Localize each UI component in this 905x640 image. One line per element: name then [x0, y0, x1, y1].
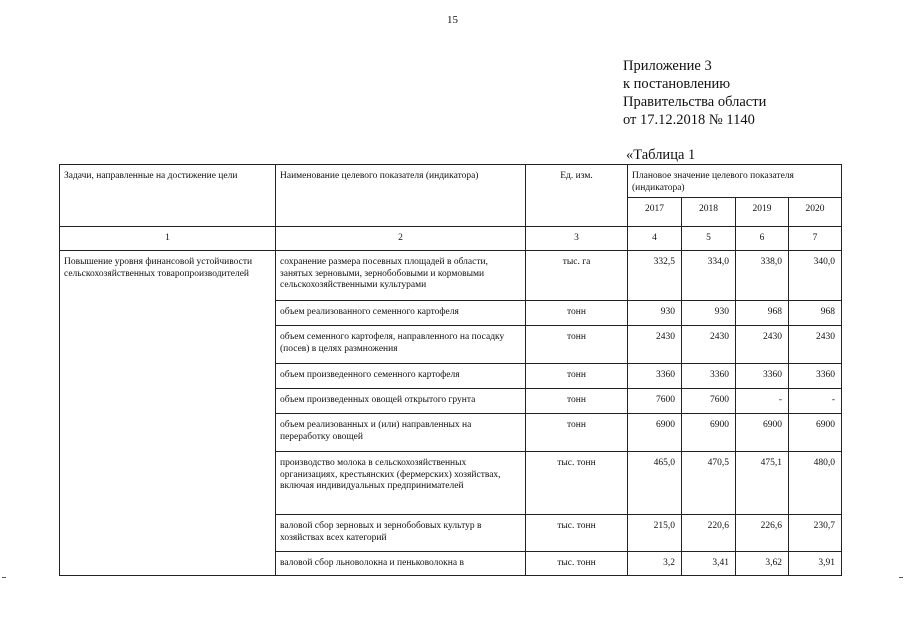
value-2018: 3,41 — [682, 552, 736, 576]
year-2018: 2018 — [682, 198, 736, 227]
value-2017: 465,0 — [628, 452, 682, 515]
value-2019: 226,6 — [736, 515, 789, 552]
indicator-cell: сохранение размера посевных площадей в области, занятых зерновыми, зернобобовыми и кормовыми сельскохозяйственными культурами — [276, 251, 526, 301]
year-2020: 2020 — [789, 198, 842, 227]
value-2019: 968 — [736, 301, 789, 326]
value-2020: 968 — [789, 301, 842, 326]
indicator-cell: объем реализованного семенного картофеля — [276, 301, 526, 326]
indicator-cell: объем произведенного семенного картофеля — [276, 364, 526, 389]
unit-cell: тонн — [526, 389, 628, 414]
unit-cell: тыс. га — [526, 251, 628, 301]
value-2018: 2430 — [682, 326, 736, 364]
value-2020: 480,0 — [789, 452, 842, 515]
value-2017: 332,5 — [628, 251, 682, 301]
indicator-cell: производство молока в сельскохозяйственных организациях, крестьянских (фермерских) хозяйствах, включая индивидуальных предпринимателей — [276, 452, 526, 515]
column-number: 1 — [60, 227, 276, 251]
unit-cell: тыс. тонн — [526, 452, 628, 515]
year-2017: 2017 — [628, 198, 682, 227]
unit-cell: тонн — [526, 414, 628, 452]
unit-cell: тонн — [526, 364, 628, 389]
appendix-date: от 17.12.2018 № 1140 — [623, 112, 755, 128]
value-2017: 3,2 — [628, 552, 682, 576]
value-2020: 340,0 — [789, 251, 842, 301]
value-2018: 7600 — [682, 389, 736, 414]
value-2017: 6900 — [628, 414, 682, 452]
indicator-cell: объем произведенных овощей открытого грунта — [276, 389, 526, 414]
column-number: 7 — [789, 227, 842, 251]
value-2019: - — [736, 389, 789, 414]
value-2017: 7600 — [628, 389, 682, 414]
value-2018: 470,5 — [682, 452, 736, 515]
appendix-government: Правительства области — [623, 94, 767, 110]
appendix-title: Приложение 3 — [623, 58, 712, 74]
header-row — [60, 165, 842, 198]
column-number: 4 — [628, 227, 682, 251]
indicator-cell: объем реализованных и (или) направленных на переработку овощей — [276, 414, 526, 452]
year-2019: 2019 — [736, 198, 789, 227]
header-plan: Плановое значение целевого показателя (индикатора) — [628, 165, 842, 198]
column-number: 6 — [736, 227, 789, 251]
appendix-resolution: к постановлению — [623, 76, 731, 92]
indicator-cell: объем семенного картофеля, направленного на посадку (посев) в целях размножения — [276, 326, 526, 364]
header-unit: Ед. изм. — [526, 165, 628, 227]
header-tasks: Задачи, направленные на достижение цели — [60, 165, 276, 227]
value-2019: 475,1 — [736, 452, 789, 515]
value-2018: 6900 — [682, 414, 736, 452]
table-caption: «Таблица 1 — [626, 147, 696, 163]
value-2017: 3360 — [628, 364, 682, 389]
unit-cell: тыс. тонн — [526, 515, 628, 552]
value-2020: 2430 — [789, 326, 842, 364]
value-2019: 3360 — [736, 364, 789, 389]
table-row — [60, 251, 842, 301]
value-2018: 3360 — [682, 364, 736, 389]
value-2020: 230,7 — [789, 515, 842, 552]
indicators-table — [59, 164, 842, 576]
header-indicator: Наименование целевого показателя (индикатора) — [276, 165, 526, 227]
value-2020: 6900 — [789, 414, 842, 452]
task-cell: Повышение уровня финансовой устойчивости сельскохозяйственных товаропроизводителей — [60, 251, 276, 576]
column-number: 2 — [276, 227, 526, 251]
column-number: 5 — [682, 227, 736, 251]
scan-edge-mark — [2, 577, 6, 578]
unit-cell: тонн — [526, 301, 628, 326]
value-2018: 220,6 — [682, 515, 736, 552]
value-2017: 2430 — [628, 326, 682, 364]
unit-cell: тонн — [526, 326, 628, 364]
value-2017: 215,0 — [628, 515, 682, 552]
value-2020: 3360 — [789, 364, 842, 389]
value-2017: 930 — [628, 301, 682, 326]
value-2020: - — [789, 389, 842, 414]
indicator-cell: валовой сбор зерновых и зернобобовых культур в хозяйствах всех категорий — [276, 515, 526, 552]
scan-edge-mark — [899, 577, 903, 578]
appendix-block — [623, 57, 766, 129]
indicator-cell: валовой сбор льноволокна и пеньковолокна в — [276, 552, 526, 576]
value-2019: 2430 — [736, 326, 789, 364]
value-2018: 334,0 — [682, 251, 736, 301]
value-2020: 3,91 — [789, 552, 842, 576]
value-2019: 338,0 — [736, 251, 789, 301]
unit-cell: тыс. тонн — [526, 552, 628, 576]
value-2018: 930 — [682, 301, 736, 326]
value-2019: 3,62 — [736, 552, 789, 576]
column-numbers-row — [60, 227, 842, 251]
page-number: 15 — [447, 14, 458, 26]
column-number: 3 — [526, 227, 628, 251]
value-2019: 6900 — [736, 414, 789, 452]
